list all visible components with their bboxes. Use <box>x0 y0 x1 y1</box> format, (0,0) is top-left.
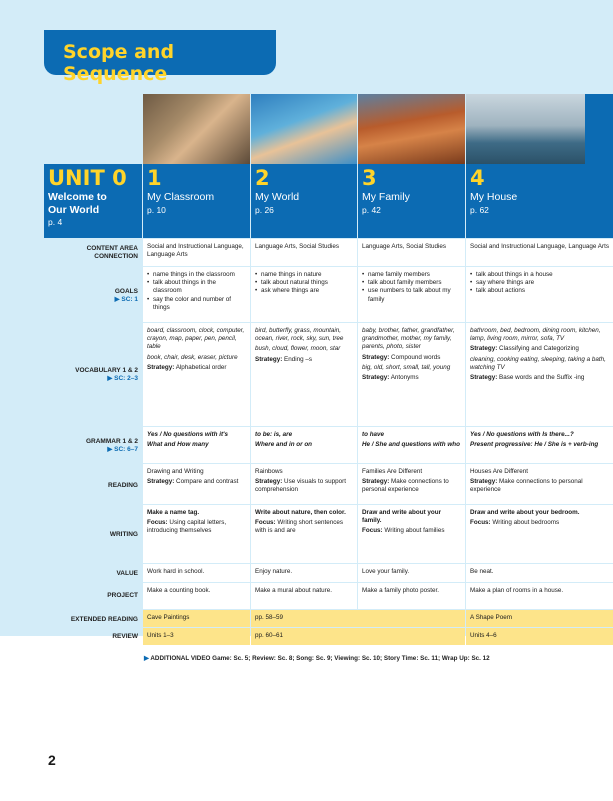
cell-reading-2: Rainbows Strategy: Use visuals to support comprehension <box>251 464 357 504</box>
row-label-review: REVIEW <box>112 633 138 640</box>
unit-name: My Classroom <box>147 191 215 203</box>
cell-goals-4: • talk about things in a house • say where things are • talk about actions <box>466 267 613 322</box>
unit-header-3 <box>358 164 465 238</box>
cell-content-4: Social and Instructional Language, Language Arts <box>466 239 613 266</box>
cell-grammar-3: to have He / She and questions with who <box>358 427 465 463</box>
cell-writing-1: Make a name tag. Focus: Using capital letters, introducing themselves <box>143 505 250 563</box>
cell-project-1: Make a counting book. <box>143 583 250 609</box>
unit-name: My Family <box>362 191 410 203</box>
title-tab <box>44 30 276 85</box>
cell-review-4: Units 4–6 <box>466 628 613 645</box>
video-icon: ▶ <box>114 296 120 303</box>
row-label-vocab: VOCABULARY 1 & 2 ▶ SC: 2–3 <box>75 367 138 382</box>
video-icon: ▶ <box>107 375 113 382</box>
row-label-grammar: GRAMMAR 1 & 2 ▶ SC: 6–7 <box>85 438 138 453</box>
photo-world <box>251 94 357 164</box>
cell-grammar-2: to be: is, are Where and in or on <box>251 427 357 463</box>
unit-header-4 <box>466 164 613 238</box>
cell-reading-4: Houses Are Different Strategy: Make connections to personal experience <box>466 464 613 504</box>
cell-project-3: Make a family photo poster. <box>358 583 465 609</box>
page-title: Scope and Sequence <box>63 41 175 85</box>
unit-name: My World <box>255 191 300 203</box>
cell-goals-3: • name family members • talk about family members • use numbers to talk about my family <box>358 267 465 322</box>
cell-grammar-1: Yes / No questions with it's What and How many <box>143 427 250 463</box>
photo-side-bar <box>585 94 613 164</box>
cell-project-4: Make a plan of rooms in a house. <box>466 583 613 609</box>
unit-page: p. 42 <box>362 205 381 215</box>
cell-goals-1: • name things in the classroom • talk about things in the classroom • say the color and number of things <box>143 267 250 322</box>
unit-page: p. 10 <box>147 205 166 215</box>
cell-value-3: Love your family. <box>358 564 465 582</box>
cell-value-1: Work hard in school. <box>143 564 250 582</box>
cell-vocab-1: board, classroom, clock, computer, crayon, map, paper, pen, pencil, table book, chair, desk, eraser, picture Strategy: Alphabetical order <box>143 323 250 426</box>
unit-header-1 <box>143 164 250 238</box>
cell-writing-4: Draw and write about your bedroom. Focus: Writing about bedrooms <box>466 505 613 563</box>
row-label-goals: GOALS ▶ SC: 1 <box>114 288 138 303</box>
unit-number: 1 <box>147 166 162 190</box>
photo-classroom <box>143 94 250 164</box>
unit-header-0 <box>44 164 142 238</box>
page-number: 2 <box>48 752 56 768</box>
cell-extended-2: pp. 58–59 <box>251 610 465 627</box>
video-icon: ▶ <box>144 655 149 662</box>
unit-name: Welcome to Our World <box>48 191 107 216</box>
unit-number: 4 <box>470 166 485 190</box>
cell-review-2: pp. 60–61 <box>251 628 465 645</box>
additional-video-note: ▶ ADDITIONAL VIDEO Game: Sc. 5; Review: Sc. 8; Song: Sc. 9; Viewing: Sc. 10; Story Time: Sc. 11; Wrap Up: Sc. 12 <box>144 655 490 662</box>
unit-header-2 <box>251 164 357 238</box>
cell-writing-3: Draw and write about your family. Focus: Writing about families <box>358 505 465 563</box>
row-label-value: VALUE <box>116 570 138 577</box>
photo-house <box>466 94 585 164</box>
cell-extended-1: Cave Paintings <box>143 610 250 627</box>
cell-value-2: Enjoy nature. <box>251 564 357 582</box>
unit-page: p. 26 <box>255 205 274 215</box>
row-label-project: PROJECT <box>107 592 138 599</box>
cell-vocab-2: bird, butterfly, grass, mountain, ocean, river, rock, sky, sun, tree bush, cloud, flower, moon, star Strategy: Ending –s <box>251 323 357 426</box>
unit-page: p. 4 <box>48 217 63 227</box>
cell-content-1: Social and Instructional Language, Language Arts <box>143 239 250 266</box>
cell-reading-1: Drawing and Writing Strategy: Compare and contrast <box>143 464 250 504</box>
cell-goals-2: • name things in nature • talk about natural things • ask where things are <box>251 267 357 322</box>
row-label-writing: WRITING <box>109 531 138 538</box>
video-icon: ▶ <box>107 446 113 453</box>
row-label-content: CONTENT AREA CONNECTION <box>86 245 138 260</box>
cell-extended-4: A Shape Poem <box>466 610 613 627</box>
cell-vocab-4: bathroom, bed, bedroom, dining room, kitchen, lamp, living room, mirror, sofa, TV Strategy: Classifying and Categorizing cleaning, cooking eating, sleeping, taking a bath, watching TV Strategy: Base words and the Suffix -ing <box>466 323 613 426</box>
cell-project-2: Make a mural about nature. <box>251 583 357 609</box>
unit-number: 2 <box>255 166 270 190</box>
unit-number: 3 <box>362 166 377 190</box>
cell-writing-2: Write about nature, then color. Focus: Writing short sentences with is and are <box>251 505 357 563</box>
cell-reading-3: Families Are Different Strategy: Make connections to personal experience <box>358 464 465 504</box>
cell-review-1: Units 1–3 <box>143 628 250 645</box>
cell-vocab-3: baby, brother, father, grandfather, grandmother, mother, my family, parents, photo, sister Strategy: Compound words big, old, short, small, tall, young Strategy: Antonyms <box>358 323 465 426</box>
cell-content-2: Language Arts, Social Studies <box>251 239 357 266</box>
cell-grammar-4: Yes / No questions with Is there...? Present progressive: He / She is + verb-ing <box>466 427 613 463</box>
unit-page: p. 62 <box>470 205 489 215</box>
cell-value-4: Be neat. <box>466 564 613 582</box>
cell-content-3: Language Arts, Social Studies <box>358 239 465 266</box>
row-label-extended: EXTENDED READING <box>70 616 138 623</box>
photo-family <box>358 94 465 164</box>
row-label-reading: READING <box>108 482 138 489</box>
unit-number: UNIT 0 <box>48 166 127 190</box>
unit-name: My House <box>470 191 518 203</box>
